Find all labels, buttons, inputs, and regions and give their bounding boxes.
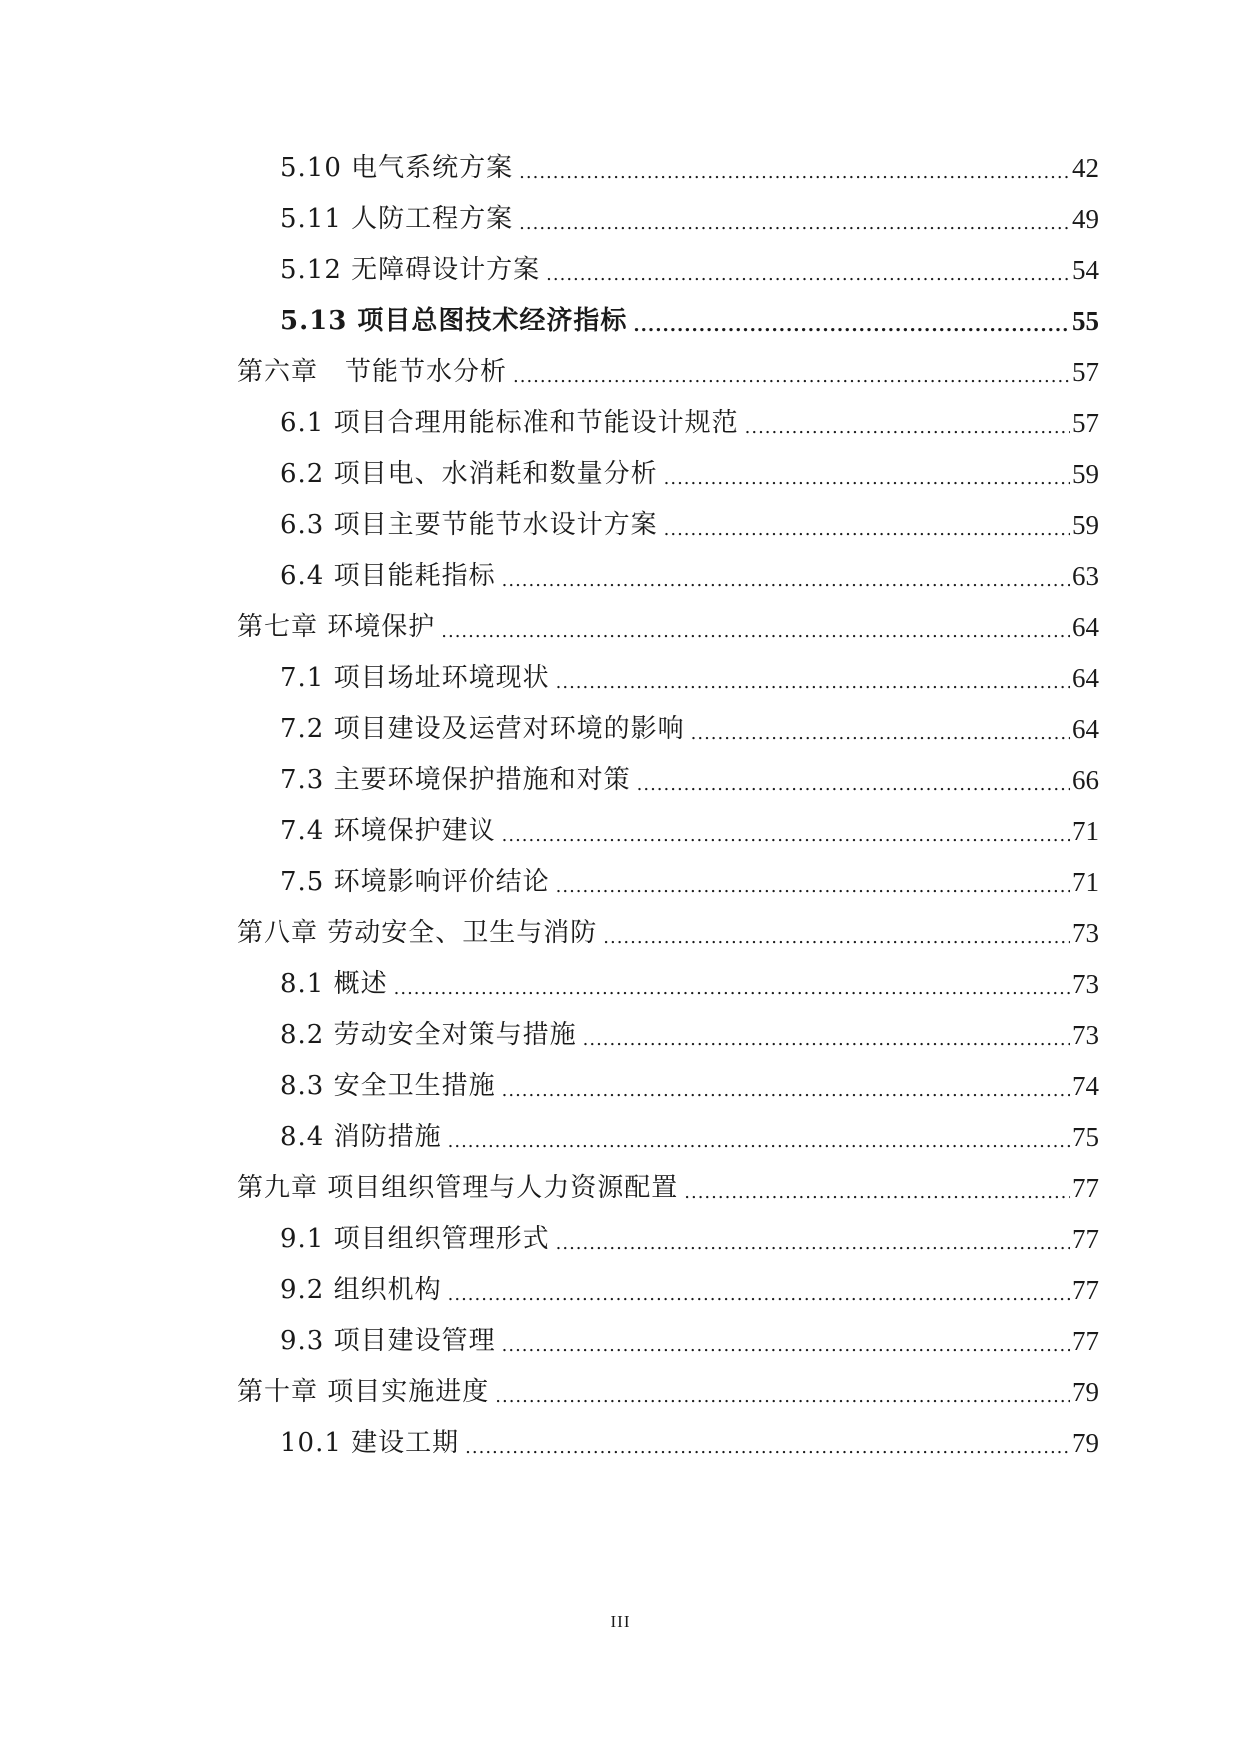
toc-entry-title: 10.1 建设工期 <box>280 1428 460 1458</box>
toc-chapter-entry[interactable] <box>0 1168 1099 1208</box>
toc-entry-page: 74 <box>1072 1071 1099 1101</box>
toc-entry[interactable] <box>0 1321 1099 1361</box>
toc-entry-page: 77 <box>1072 1224 1099 1254</box>
toc-entry[interactable] <box>0 1270 1099 1310</box>
toc-dot-leader <box>502 556 1070 596</box>
toc-entry-page: 77 <box>1072 1326 1099 1356</box>
toc-dot-leader <box>441 607 1070 647</box>
toc-entry-title: 6.1 项目合理用能标准和节能设计规范 <box>280 408 739 438</box>
toc-entry-page: 57 <box>1072 408 1099 438</box>
toc-entry[interactable] <box>0 1423 1099 1463</box>
toc-entry-page: 71 <box>1072 816 1099 846</box>
toc-entry-page: 42 <box>1072 153 1099 183</box>
toc-entry[interactable] <box>0 862 1099 902</box>
toc-dot-leader <box>465 1423 1070 1463</box>
toc-entry-title: 5.12 无障碍设计方案 <box>280 255 541 285</box>
toc-dot-leader <box>448 1117 1070 1157</box>
toc-entry-title: 8.1 概述 <box>280 969 388 999</box>
toc-entry[interactable] <box>0 148 1099 188</box>
toc-entry[interactable] <box>0 658 1099 698</box>
toc-entry[interactable] <box>0 760 1099 800</box>
toc-chapter-entry[interactable] <box>0 607 1099 647</box>
toc-entry[interactable] <box>0 301 1099 341</box>
toc-entry-page: 57 <box>1072 357 1099 387</box>
toc-entry-title: 第八章 劳动安全、卫生与消防 <box>237 918 598 948</box>
toc-dot-leader <box>633 301 1070 341</box>
toc-entry-title: 7.5 环境影响评价结论 <box>280 867 550 897</box>
toc-dot-leader <box>448 1270 1070 1310</box>
toc-dot-leader <box>583 1015 1070 1055</box>
toc-dot-leader <box>556 1219 1070 1259</box>
toc-entry-page: 49 <box>1072 204 1099 234</box>
toc-entry-title: 7.3 主要环境保护措施和对策 <box>280 765 631 795</box>
toc-entry-title: 第七章 环境保护 <box>237 612 436 642</box>
toc-entry-page: 73 <box>1072 1020 1099 1050</box>
toc-entry-title: 7.2 项目建设及运营对环境的影响 <box>280 714 685 744</box>
toc-entry[interactable] <box>0 454 1099 494</box>
toc-entry-title: 9.3 项目建设管理 <box>280 1326 496 1356</box>
toc-entry-title: 5.10 电气系统方案 <box>280 153 514 183</box>
toc-dot-leader <box>513 352 1070 392</box>
toc-dot-leader <box>637 760 1070 800</box>
toc-entry-page: 75 <box>1072 1122 1099 1152</box>
toc-entry-page: 77 <box>1072 1275 1099 1305</box>
toc-entry-page: 64 <box>1072 612 1099 642</box>
toc-entry[interactable] <box>0 403 1099 443</box>
page-number: III <box>610 1612 631 1631</box>
toc-entry-title: 9.2 组织机构 <box>280 1275 442 1305</box>
toc-dot-leader <box>519 148 1070 188</box>
toc-entry[interactable] <box>0 199 1099 239</box>
toc-entry-page: 55 <box>1072 306 1099 336</box>
toc-entry[interactable] <box>0 1219 1099 1259</box>
toc-entry-page: 79 <box>1072 1428 1099 1458</box>
toc-chapter-entry[interactable] <box>0 1372 1099 1412</box>
toc-dot-leader <box>394 964 1070 1004</box>
toc-entry-title: 9.1 项目组织管理形式 <box>280 1224 550 1254</box>
toc-entry-title: 第九章 项目组织管理与人力资源配置 <box>237 1173 679 1203</box>
toc-dot-leader <box>519 199 1070 239</box>
toc-entry-page: 77 <box>1072 1173 1099 1203</box>
toc-dot-leader <box>664 505 1070 545</box>
toc-entry[interactable] <box>0 811 1099 851</box>
toc-dot-leader <box>502 1321 1070 1361</box>
toc-dot-leader <box>495 1372 1070 1412</box>
toc-entry-page: 59 <box>1072 459 1099 489</box>
toc-entry[interactable] <box>0 1015 1099 1055</box>
toc-dot-leader <box>556 862 1070 902</box>
toc-entry-page: 66 <box>1072 765 1099 795</box>
toc-entry-title: 8.3 安全卫生措施 <box>280 1071 496 1101</box>
toc-dot-leader <box>745 403 1070 443</box>
toc-dot-leader <box>691 709 1070 749</box>
toc-entry[interactable] <box>0 250 1099 290</box>
toc-dot-leader <box>502 1066 1070 1106</box>
toc-entry-title: 6.4 项目能耗指标 <box>280 561 496 591</box>
toc-entry-title: 6.3 项目主要节能节水设计方案 <box>280 510 658 540</box>
toc-entry-title: 7.1 项目场址环境现状 <box>280 663 550 693</box>
toc-entry-title: 5.11 人防工程方案 <box>280 204 514 234</box>
toc-entry-page: 59 <box>1072 510 1099 540</box>
toc-entry-title: 8.2 劳动安全对策与措施 <box>280 1020 577 1050</box>
toc-entry[interactable] <box>0 556 1099 596</box>
toc-entry-page: 73 <box>1072 969 1099 999</box>
toc-entry-title: 6.2 项目电、水消耗和数量分析 <box>280 459 658 489</box>
toc-entry-page: 64 <box>1072 663 1099 693</box>
toc-entry[interactable] <box>0 1066 1099 1106</box>
toc-entry-title: 第六章 节能节水分析 <box>237 357 508 387</box>
toc-entry[interactable] <box>0 1117 1099 1157</box>
toc-entry-page: 71 <box>1072 867 1099 897</box>
toc-dot-leader <box>546 250 1070 290</box>
toc-chapter-entry[interactable] <box>0 352 1099 392</box>
toc-dot-leader <box>603 913 1070 953</box>
toc-entry[interactable] <box>0 505 1099 545</box>
toc-entry-page: 54 <box>1072 255 1099 285</box>
toc-entry-page: 64 <box>1072 714 1099 744</box>
toc-entry-title: 5.13 项目总图技术经济指标 <box>280 306 628 336</box>
toc-chapter-entry[interactable] <box>0 913 1099 953</box>
toc-dot-leader <box>684 1168 1070 1208</box>
toc-dot-leader <box>556 658 1070 698</box>
toc-entry-title: 第十章 项目实施进度 <box>237 1377 490 1407</box>
toc-dot-leader <box>502 811 1070 851</box>
toc-entry-title: 7.4 环境保护建议 <box>280 816 496 846</box>
toc-entry[interactable] <box>0 964 1099 1004</box>
toc-entry-page: 79 <box>1072 1377 1099 1407</box>
toc-entry[interactable] <box>0 709 1099 749</box>
toc-entry-page: 73 <box>1072 918 1099 948</box>
toc-entry-page: 63 <box>1072 561 1099 591</box>
toc-entry-title: 8.4 消防措施 <box>280 1122 442 1152</box>
toc-dot-leader <box>664 454 1070 494</box>
